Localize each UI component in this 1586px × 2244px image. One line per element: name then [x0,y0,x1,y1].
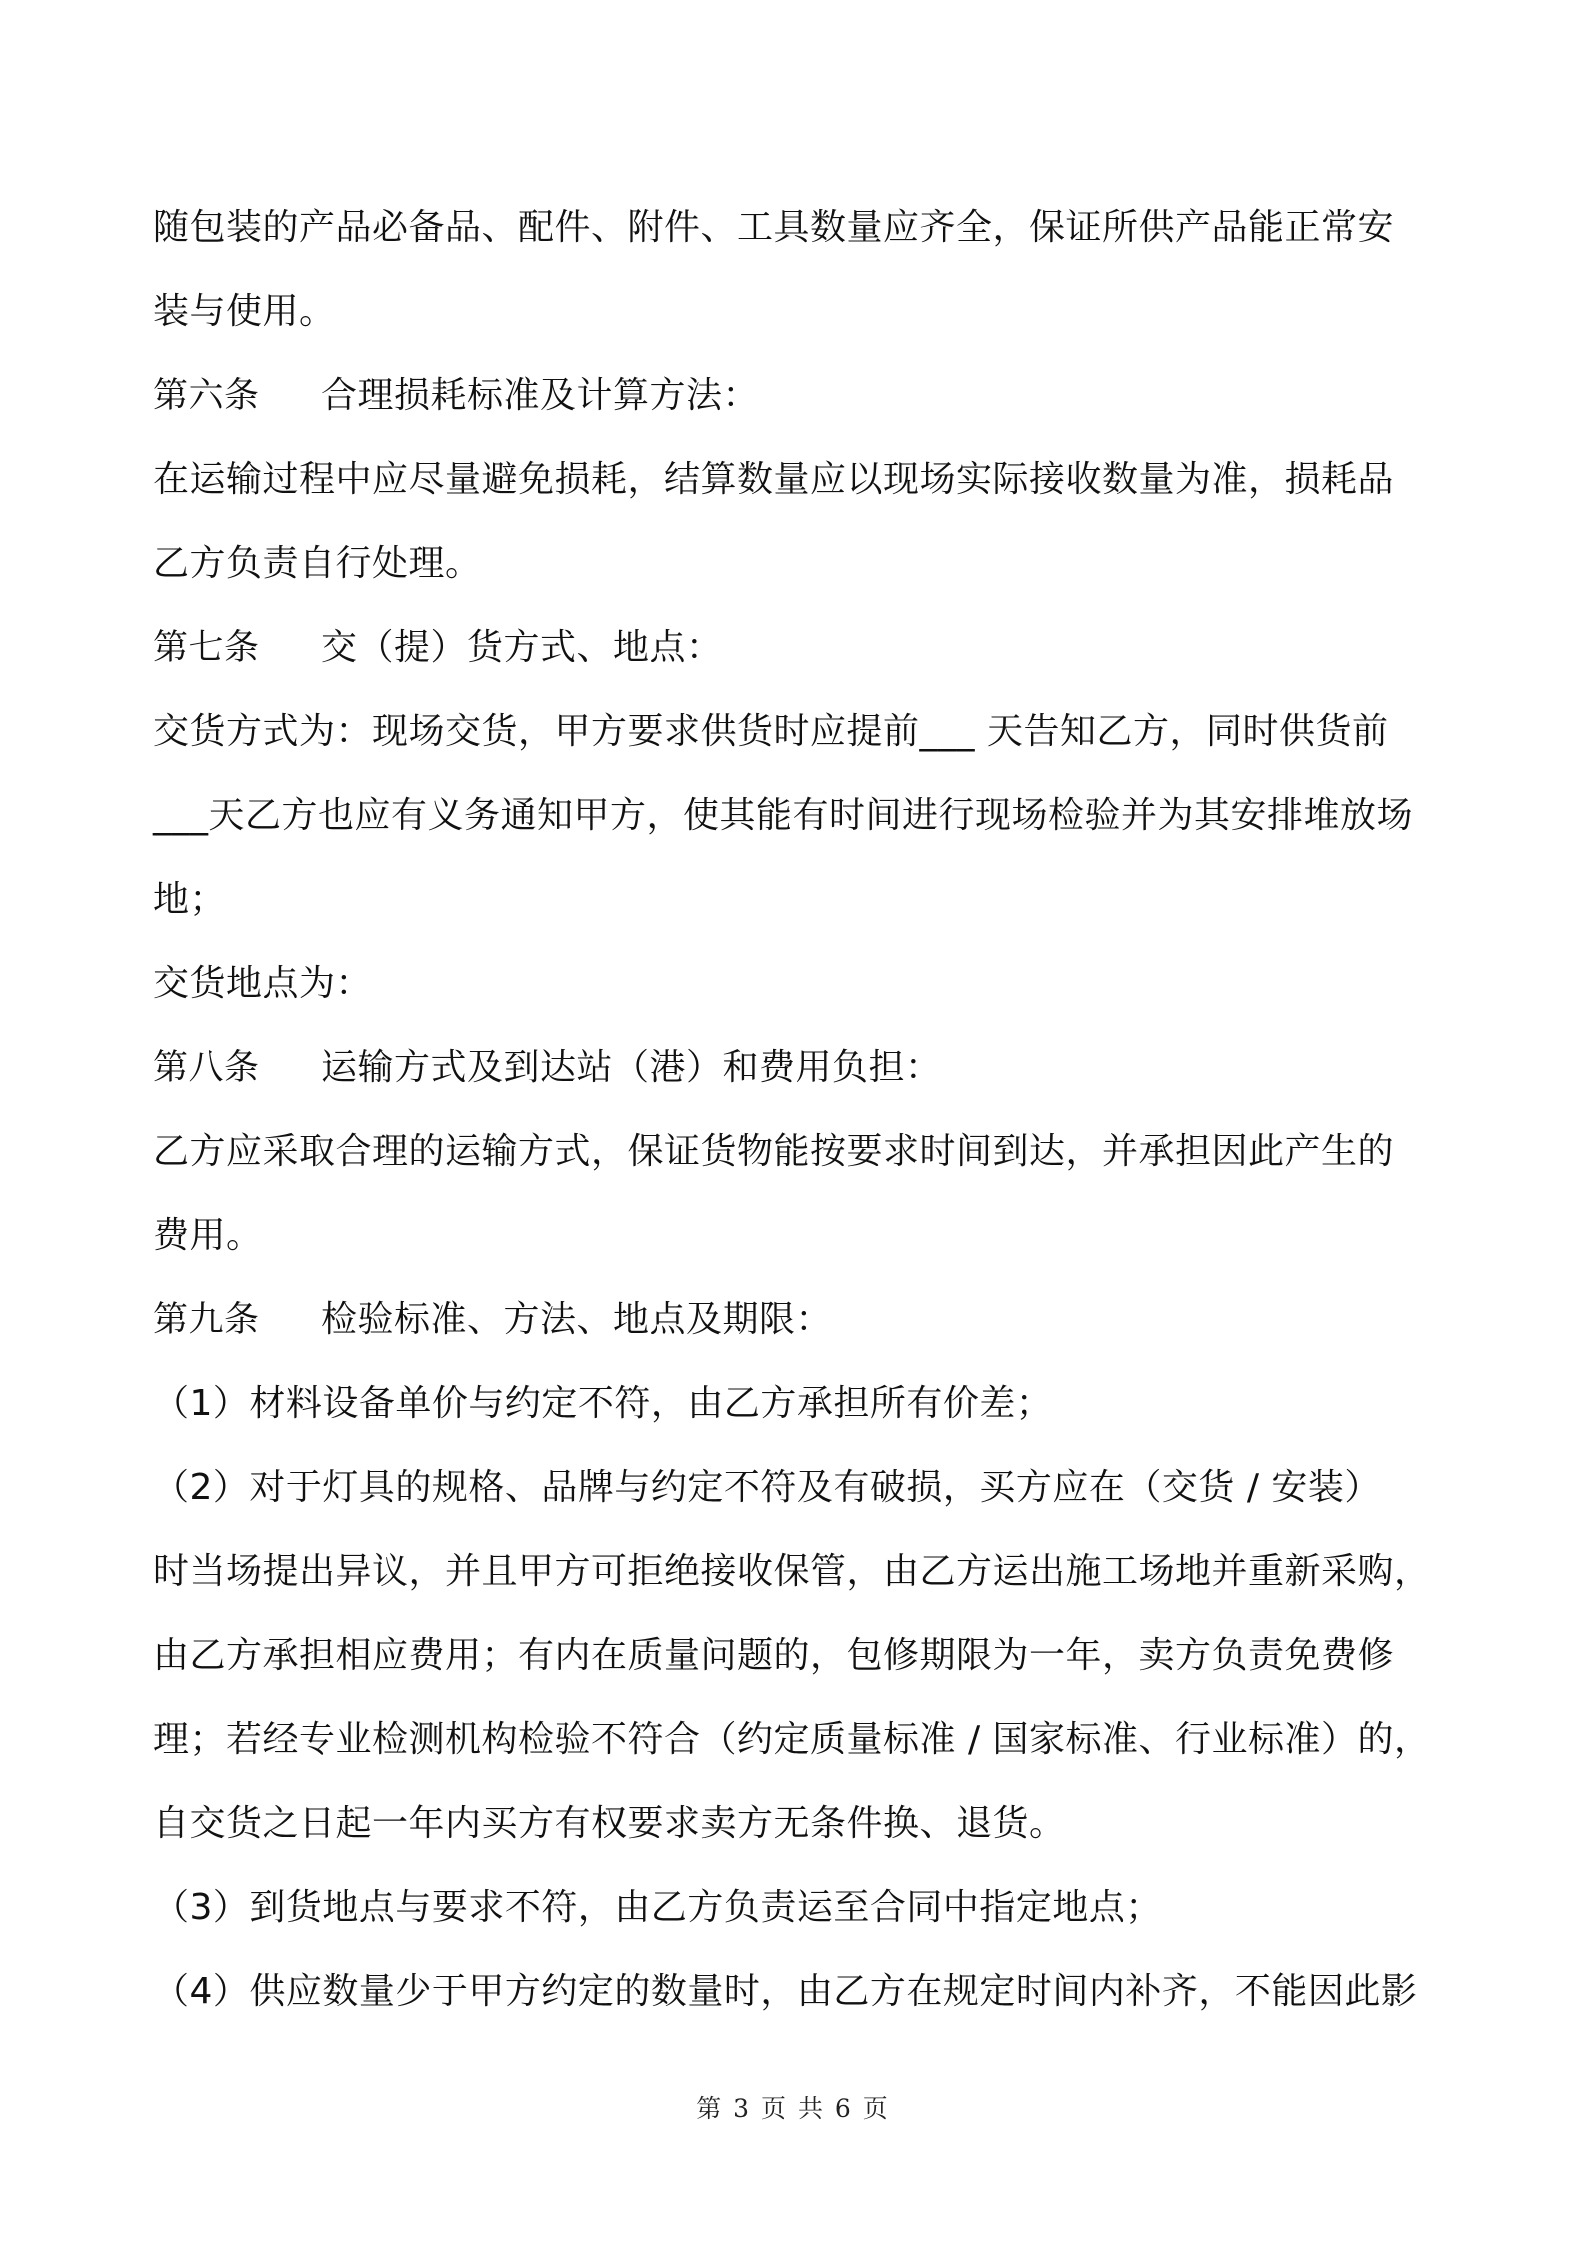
list-item: （2）对于灯具的规格、品牌与约定不符及有破损，买方应在（交货 / 安装） [153,1467,1381,1508]
body-text-line: 装与使用。 [153,291,336,332]
article-title: 检验标准、方法、地点及期限： [321,1299,833,1340]
article-number: 第九条 [153,1300,260,1340]
article-heading [153,1046,942,1090]
article-title: 合理损耗标准及计算方法： [321,375,760,416]
body-text-line: 自交货之日起一年内买方有权要求卖方无条件换、退货。 [153,1803,1066,1844]
body-text-line: 交货地点为： [153,963,373,1004]
body-text-line: 乙方应采取合理的运输方式，保证货物能按要求时间到达，并承担因此产生的 [153,1131,1395,1172]
body-text-line: 由乙方承担相应费用；有内在质量问题的，包修期限为一年，卖方负责免费修 [153,1635,1395,1676]
body-text-line: 在运输过程中应尽量避免损耗，结算数量应以现场实际接收数量为准，损耗品 [153,459,1395,500]
article-number: 第六条 [153,376,260,416]
page-number-footer: 第 3 页 共 6 页 [696,2094,890,2123]
list-item: （4）供应数量少于甲方约定的数量时，由乙方在规定时间内补齐，不能因此影 [153,1971,1418,2012]
article-heading [153,1298,832,1342]
article-number: 第八条 [153,1048,260,1088]
body-text-line: 时当场提出异议，并且甲方可拒绝接收保管，由乙方运出施工场地并重新采购， [153,1551,1431,1592]
body-text-line: 交货方式为：现场交货，甲方要求供货时应提前___ 天告知乙方，同时供货前 [153,711,1389,752]
list-item: （3）到货地点与要求不符，由乙方负责运至合同中指定地点； [153,1887,1162,1928]
body-text-line: 费用。 [153,1215,263,1256]
list-item: （1）材料设备单价与约定不符，由乙方承担所有价差； [153,1383,1053,1424]
article-heading [153,626,723,670]
body-text-line: 乙方负责自行处理。 [153,543,482,584]
article-title: 交（提）货方式、地点： [321,627,723,668]
body-text-line: 理；若经专业检测机构检验不符合（约定质量标准 / 国家标准、行业标准）的， [153,1719,1431,1760]
article-heading [153,374,759,418]
body-text-line: 地； [153,879,227,920]
body-text-line: 随包装的产品必备品、配件、附件、工具数量应齐全，保证所供产品能正常安 [153,207,1395,248]
body-text-line: ___天乙方也应有义务通知甲方，使其能有时间进行现场检验并为其安排堆放场 [153,795,1414,836]
article-title: 运输方式及到达站（港）和费用负担： [321,1047,942,1088]
article-number: 第七条 [153,628,260,668]
